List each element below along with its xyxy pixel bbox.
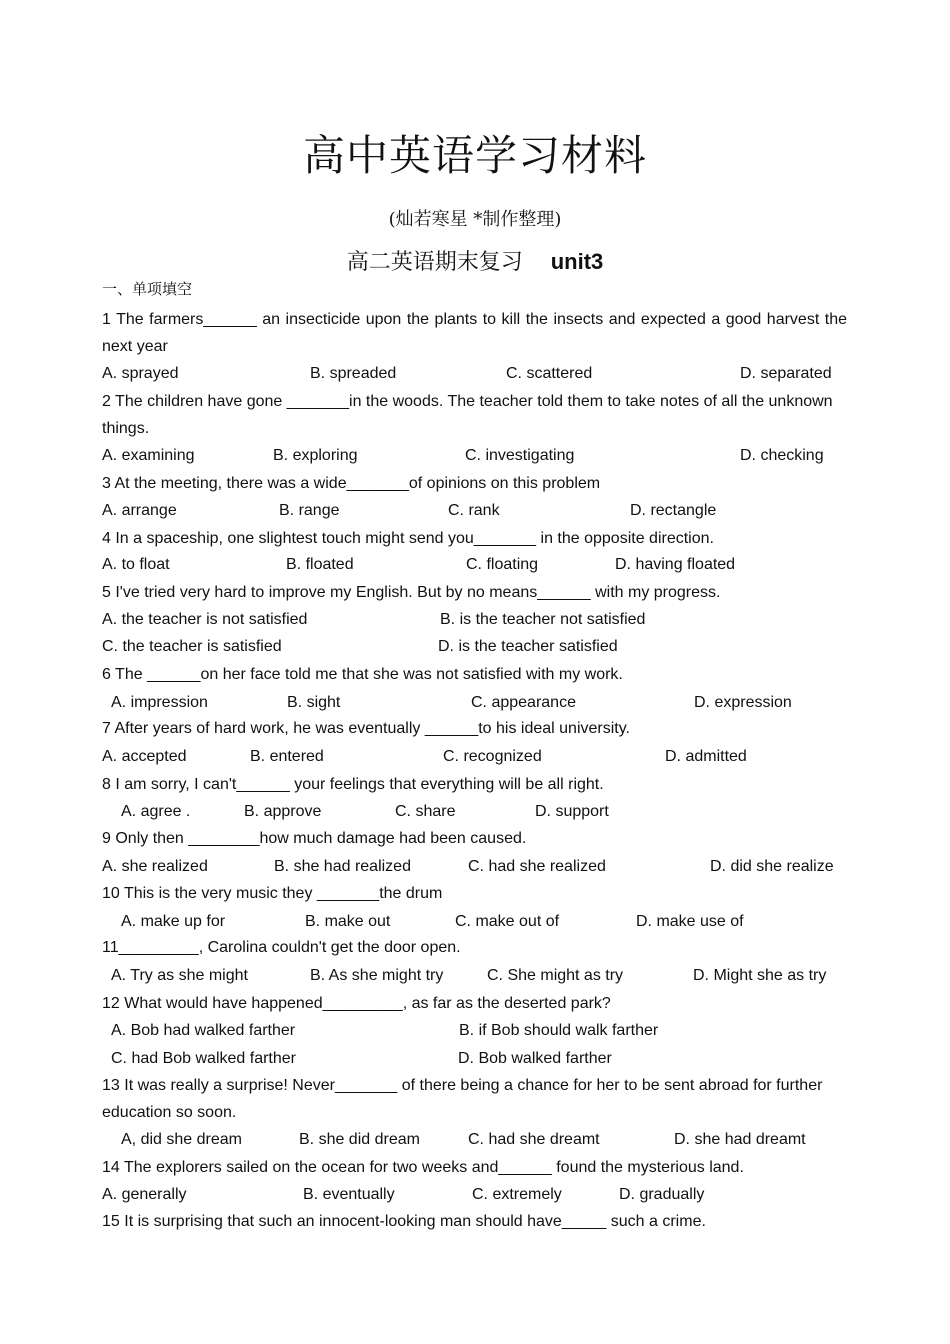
question-text: 12 What would have happened_________, as far as the deserted park? bbox=[102, 995, 611, 1012]
question-text: 8 I am sorry, I can't______ your feelings that everything will be all right. bbox=[102, 776, 604, 793]
question-text: 14 The explorers sailed on the ocean for two weeks and______ found the mysterious land. bbox=[102, 1159, 744, 1176]
question-text: 13 It was really a surprise! Never_______ of there being a chance for her to be sent abroad for further education so soon. bbox=[102, 1077, 823, 1121]
option-a: A. examining bbox=[102, 447, 195, 464]
question-text: 6 The ______on her face told me that she was not satisfied with my work. bbox=[102, 666, 623, 683]
option-d: D. make use of bbox=[636, 913, 744, 930]
option-d: D. expression bbox=[694, 694, 792, 711]
option-c: C. make out of bbox=[455, 913, 560, 930]
option-a: A. arrange bbox=[102, 502, 177, 519]
option-d: D. Bob walked farther bbox=[458, 1050, 612, 1067]
option-a: A. impression bbox=[111, 694, 208, 711]
option-a: A. generally bbox=[102, 1186, 187, 1203]
option-c: C. floating bbox=[466, 556, 539, 573]
option-d: D. she had dreamt bbox=[674, 1131, 806, 1148]
option-c: C. recognized bbox=[443, 748, 542, 765]
option-b: B. if Bob should walk farther bbox=[459, 1022, 659, 1039]
option-b: B. she did dream bbox=[299, 1131, 420, 1148]
question-text: 3 At the meeting, there was a wide_______of opinions on this problem bbox=[102, 475, 601, 492]
option-d: D. admitted bbox=[665, 748, 747, 765]
option-b: B. make out bbox=[305, 913, 391, 930]
option-c: C. appearance bbox=[471, 694, 576, 711]
option-d: D. having floated bbox=[615, 556, 736, 573]
option-d: D. did she realize bbox=[710, 858, 834, 875]
question-text: 2 The children have gone _______in the woods. The teacher told them to take notes of all the unknown things. bbox=[102, 393, 833, 437]
option-b: B. is the teacher not satisfied bbox=[440, 611, 646, 628]
option-c: C. the teacher is satisfied bbox=[102, 638, 282, 655]
option-a: A. sprayed bbox=[102, 365, 179, 382]
section-heading: 一、单项填空 bbox=[102, 280, 193, 298]
option-b: B. exploring bbox=[273, 447, 358, 464]
option-b: B. entered bbox=[250, 748, 324, 765]
unit-title bbox=[0, 246, 950, 279]
question-text: 4 In a spaceship, one slightest touch might send you_______ in the opposite direction. bbox=[102, 530, 714, 547]
option-c: C. extremely bbox=[472, 1186, 562, 1203]
option-d: D. separated bbox=[740, 365, 832, 382]
page-subtitle: (灿若寒星 *制作整理) bbox=[388, 209, 562, 230]
option-a: A. to float bbox=[102, 556, 170, 573]
option-c: C. She might as try bbox=[487, 967, 624, 984]
question-text: 10 This is the very music they _______the drum bbox=[102, 885, 443, 902]
option-d: D. Might she as try bbox=[693, 967, 827, 984]
question-text: 15 It is surprising that such an innocent-looking man should have_____ such a crime. bbox=[102, 1213, 706, 1230]
question-text: 11_________, Carolina couldn't get the door open. bbox=[102, 939, 461, 956]
option-a: A, did she dream bbox=[121, 1131, 242, 1148]
option-d: D. is the teacher satisfied bbox=[438, 638, 618, 655]
option-a: A. she realized bbox=[102, 858, 208, 875]
option-c: C. rank bbox=[448, 502, 500, 519]
option-b: B. approve bbox=[244, 803, 322, 820]
question-text: 5 I've tried very hard to improve my English. But by no means______ with my progress. bbox=[102, 584, 721, 601]
option-c: C. had Bob walked farther bbox=[111, 1050, 296, 1067]
option-a: A. accepted bbox=[102, 748, 187, 765]
option-a: A. agree . bbox=[121, 803, 191, 820]
option-b: B. range bbox=[279, 502, 340, 519]
option-a: A. the teacher is not satisfied bbox=[102, 611, 308, 628]
question-text: 9 Only then ________how much damage had been caused. bbox=[102, 830, 527, 847]
option-b: B. floated bbox=[286, 556, 354, 573]
option-d: D. gradually bbox=[619, 1186, 705, 1203]
option-b: B. sight bbox=[287, 694, 341, 711]
unit-title-cn: 高二英语期末复习 bbox=[346, 250, 523, 275]
option-c: C. share bbox=[395, 803, 456, 820]
option-b: B. spreaded bbox=[310, 365, 397, 382]
option-b: B. As she might try bbox=[310, 967, 444, 984]
option-c: C. scattered bbox=[506, 365, 593, 382]
option-b: B. eventually bbox=[303, 1186, 395, 1203]
option-c: C. had she dreamt bbox=[468, 1131, 600, 1148]
option-b: B. she had realized bbox=[274, 858, 411, 875]
unit-title-en: unit3 bbox=[550, 249, 604, 274]
option-d: D. rectangle bbox=[630, 502, 717, 519]
option-d: D. checking bbox=[740, 447, 824, 464]
question-text: 7 After years of hard work, he was eventually ______to his ideal university. bbox=[102, 720, 630, 737]
option-a: A. make up for bbox=[121, 913, 226, 930]
option-a: A. Bob had walked farther bbox=[111, 1022, 296, 1039]
question-text: 1 The farmers______ an insecticide upon the plants to kill the insects and expected a good harvest the next year bbox=[102, 311, 847, 355]
option-c: C. investigating bbox=[465, 447, 575, 464]
option-d: D. support bbox=[535, 803, 609, 820]
page-title: 高中英语学习材料 bbox=[302, 131, 647, 180]
option-a: A. Try as she might bbox=[111, 967, 248, 984]
option-c: C. had she realized bbox=[468, 858, 606, 875]
